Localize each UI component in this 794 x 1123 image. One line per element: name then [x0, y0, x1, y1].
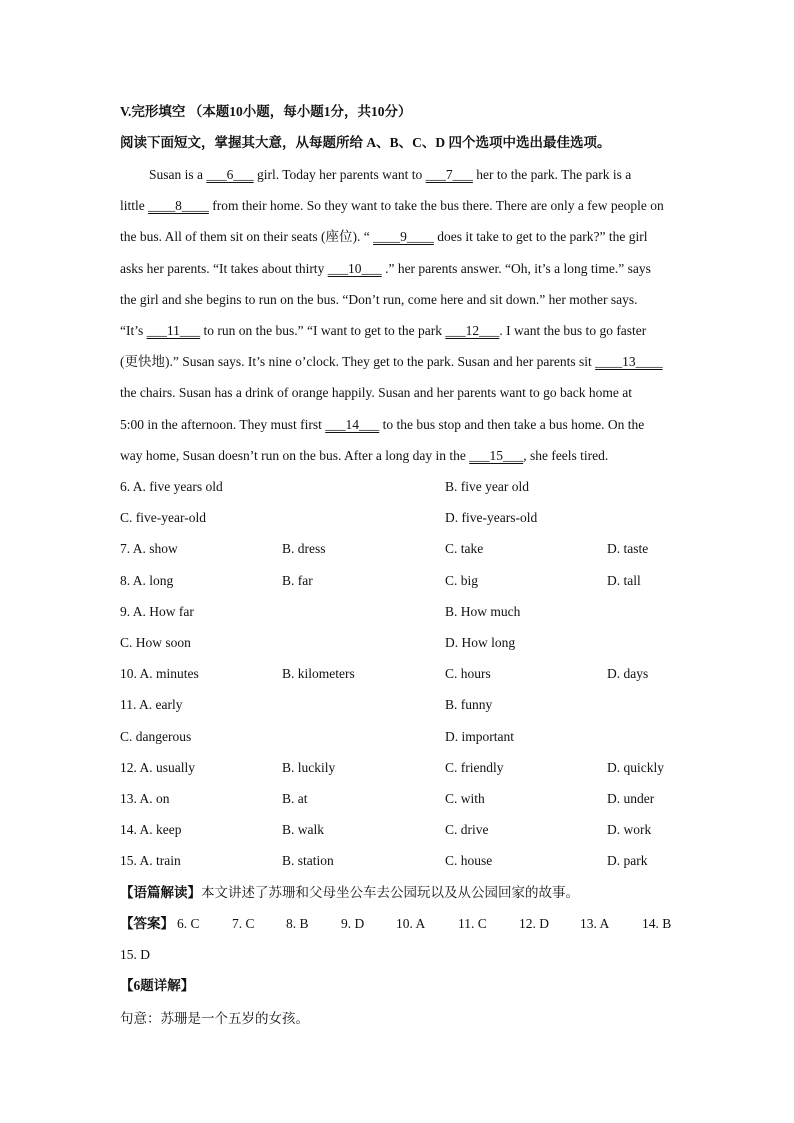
- blank: ___10___: [327, 261, 382, 276]
- option-c: C. with: [445, 791, 485, 806]
- blank: ___14___: [325, 417, 380, 432]
- option-a: C. dangerous: [120, 729, 192, 744]
- option-d: D. under: [607, 791, 655, 806]
- passage-text: . I want the bus to go faster: [499, 323, 647, 338]
- blank: ___7___: [425, 167, 473, 182]
- passage-line: [120, 447, 608, 465]
- detail-heading: 【6题详解】: [120, 978, 195, 993]
- passage-line: [149, 166, 631, 184]
- option-c: C. hours: [445, 666, 491, 681]
- answer-item: 8. B: [286, 916, 309, 931]
- option-a: 10. A. minutes: [120, 666, 199, 681]
- passage-text: , she feels tired.: [523, 448, 609, 463]
- option-a: C. five-year-old: [120, 510, 206, 525]
- option-a: 11. A. early: [120, 697, 183, 712]
- option-a: 14. A. keep: [120, 822, 182, 837]
- option-a: 8. A. long: [120, 573, 174, 588]
- section-instruction: 阅读下面短文，掌握其大意，从每题所给 A、B、C、D 四个选项中选出最佳选项。: [120, 135, 611, 150]
- passage-text: 5:00 in the afternoon. They must first: [120, 417, 326, 432]
- passage-line: [120, 291, 638, 309]
- option-c: C. drive: [445, 822, 489, 837]
- answer-item: 13. A: [580, 916, 610, 931]
- option-b: D. important: [445, 729, 514, 744]
- analysis-text: 本文讲述了苏珊和父母坐公车去公园玩以及从公园回家的故事。: [201, 885, 579, 900]
- passage-text: little: [120, 198, 149, 213]
- passage-text: the bus. All of them sit on their seats (座位). “: [120, 229, 374, 244]
- blank: ____13____: [595, 354, 663, 369]
- option-a: C. How soon: [120, 635, 191, 650]
- option-b: B. How much: [445, 604, 521, 619]
- blank: ___6___: [206, 167, 254, 182]
- option-d: D. park: [607, 853, 648, 868]
- answer-item: 7. C: [232, 916, 255, 931]
- analysis-label: 【语篇解读】: [120, 885, 201, 900]
- passage-text: Susan is a: [149, 167, 207, 182]
- passage-line: [120, 416, 644, 434]
- detail-text: 句意：苏珊是一个五岁的女孩。: [120, 1011, 309, 1026]
- option-b: B. funny: [445, 697, 493, 712]
- option-a: 6. A. five years old: [120, 479, 223, 494]
- passage-text: to the bus stop and then take a bus home. On the: [379, 417, 645, 432]
- passage-text: (更快地).” Susan says. It’s nine o’clock. They get to the park. Susan and her parents sit: [120, 354, 596, 369]
- blank: ___15___: [469, 448, 524, 463]
- option-b: B. dress: [282, 541, 326, 556]
- option-d: D. tall: [607, 573, 641, 588]
- option-b: D. How long: [445, 635, 516, 650]
- passage-text: to run on the bus.” “I want to get to the park: [200, 323, 446, 338]
- option-a: 15. A. train: [120, 853, 181, 868]
- passage-text: her to the park. The park is a: [472, 167, 632, 182]
- blank: ____9____: [373, 229, 434, 244]
- option-d: D. quickly: [607, 760, 664, 775]
- option-c: C. take: [445, 541, 484, 556]
- blank: ___12___: [445, 323, 500, 338]
- option-b: B. at: [282, 791, 308, 806]
- passage-text: the girl and she begins to run on the bus. “Don’t run, come here and sit down.” her mother says.: [120, 292, 638, 307]
- option-a: 9. A. How far: [120, 604, 194, 619]
- answer-item-last: 15. D: [120, 947, 150, 962]
- answer-item: 12. D: [519, 916, 549, 931]
- option-b: B. far: [282, 573, 313, 588]
- option-a: 13. A. on: [120, 791, 170, 806]
- passage-text: does it take to get to the park?” the girl: [433, 229, 648, 244]
- answer-item: 10. A: [396, 916, 426, 931]
- option-a: 12. A. usually: [120, 760, 196, 775]
- answer-item: 9. D: [341, 916, 365, 931]
- passage-line: [120, 228, 648, 246]
- answer-item: 14. B: [642, 916, 672, 931]
- answer-row: [0, 915, 794, 933]
- passage-text: “It’s: [120, 323, 147, 338]
- option-d: D. work: [607, 822, 652, 837]
- section-title: V.完形填空 （本题10小题，每小题1分，共10分）: [120, 104, 412, 119]
- option-b: B. kilometers: [282, 666, 355, 681]
- passage-line: [120, 260, 651, 278]
- answer-label: 【答案】: [120, 916, 174, 931]
- option-c: C. big: [445, 573, 479, 588]
- option-c: C. house: [445, 853, 493, 868]
- option-b: B. station: [282, 853, 334, 868]
- passage-text: the chairs. Susan has a drink of orange happily. Susan and her parents want to go back home at: [120, 385, 632, 400]
- blank: ___11___: [146, 323, 201, 338]
- passage-text: way home, Susan doesn’t run on the bus. After a long day in the: [120, 448, 470, 463]
- answer-item: 6. C: [177, 916, 200, 931]
- passage-text: girl. Today her parents want to: [253, 167, 426, 182]
- option-b: B. five year old: [445, 479, 529, 494]
- answer-item: 11. C: [458, 916, 487, 931]
- option-d: D. days: [607, 666, 649, 681]
- passage-line: [120, 384, 632, 402]
- passage-line: [120, 197, 664, 215]
- option-d: D. taste: [607, 541, 649, 556]
- option-b: B. walk: [282, 822, 324, 837]
- passage-line: [120, 322, 646, 340]
- passage-line: [120, 353, 663, 371]
- passage-text: from their home. So they want to take the bus there. There are only a few people on: [208, 198, 664, 213]
- option-c: C. friendly: [445, 760, 504, 775]
- option-b: B. luckily: [282, 760, 336, 775]
- passage-text: asks her parents. “It takes about thirty: [120, 261, 328, 276]
- analysis-line: [120, 884, 579, 902]
- passage-text: .” her parents answer. “Oh, it’s a long time.” says: [381, 261, 651, 276]
- option-a: 7. A. show: [120, 541, 178, 556]
- blank: ____8____: [148, 198, 209, 213]
- option-b: D. five-years-old: [445, 510, 538, 525]
